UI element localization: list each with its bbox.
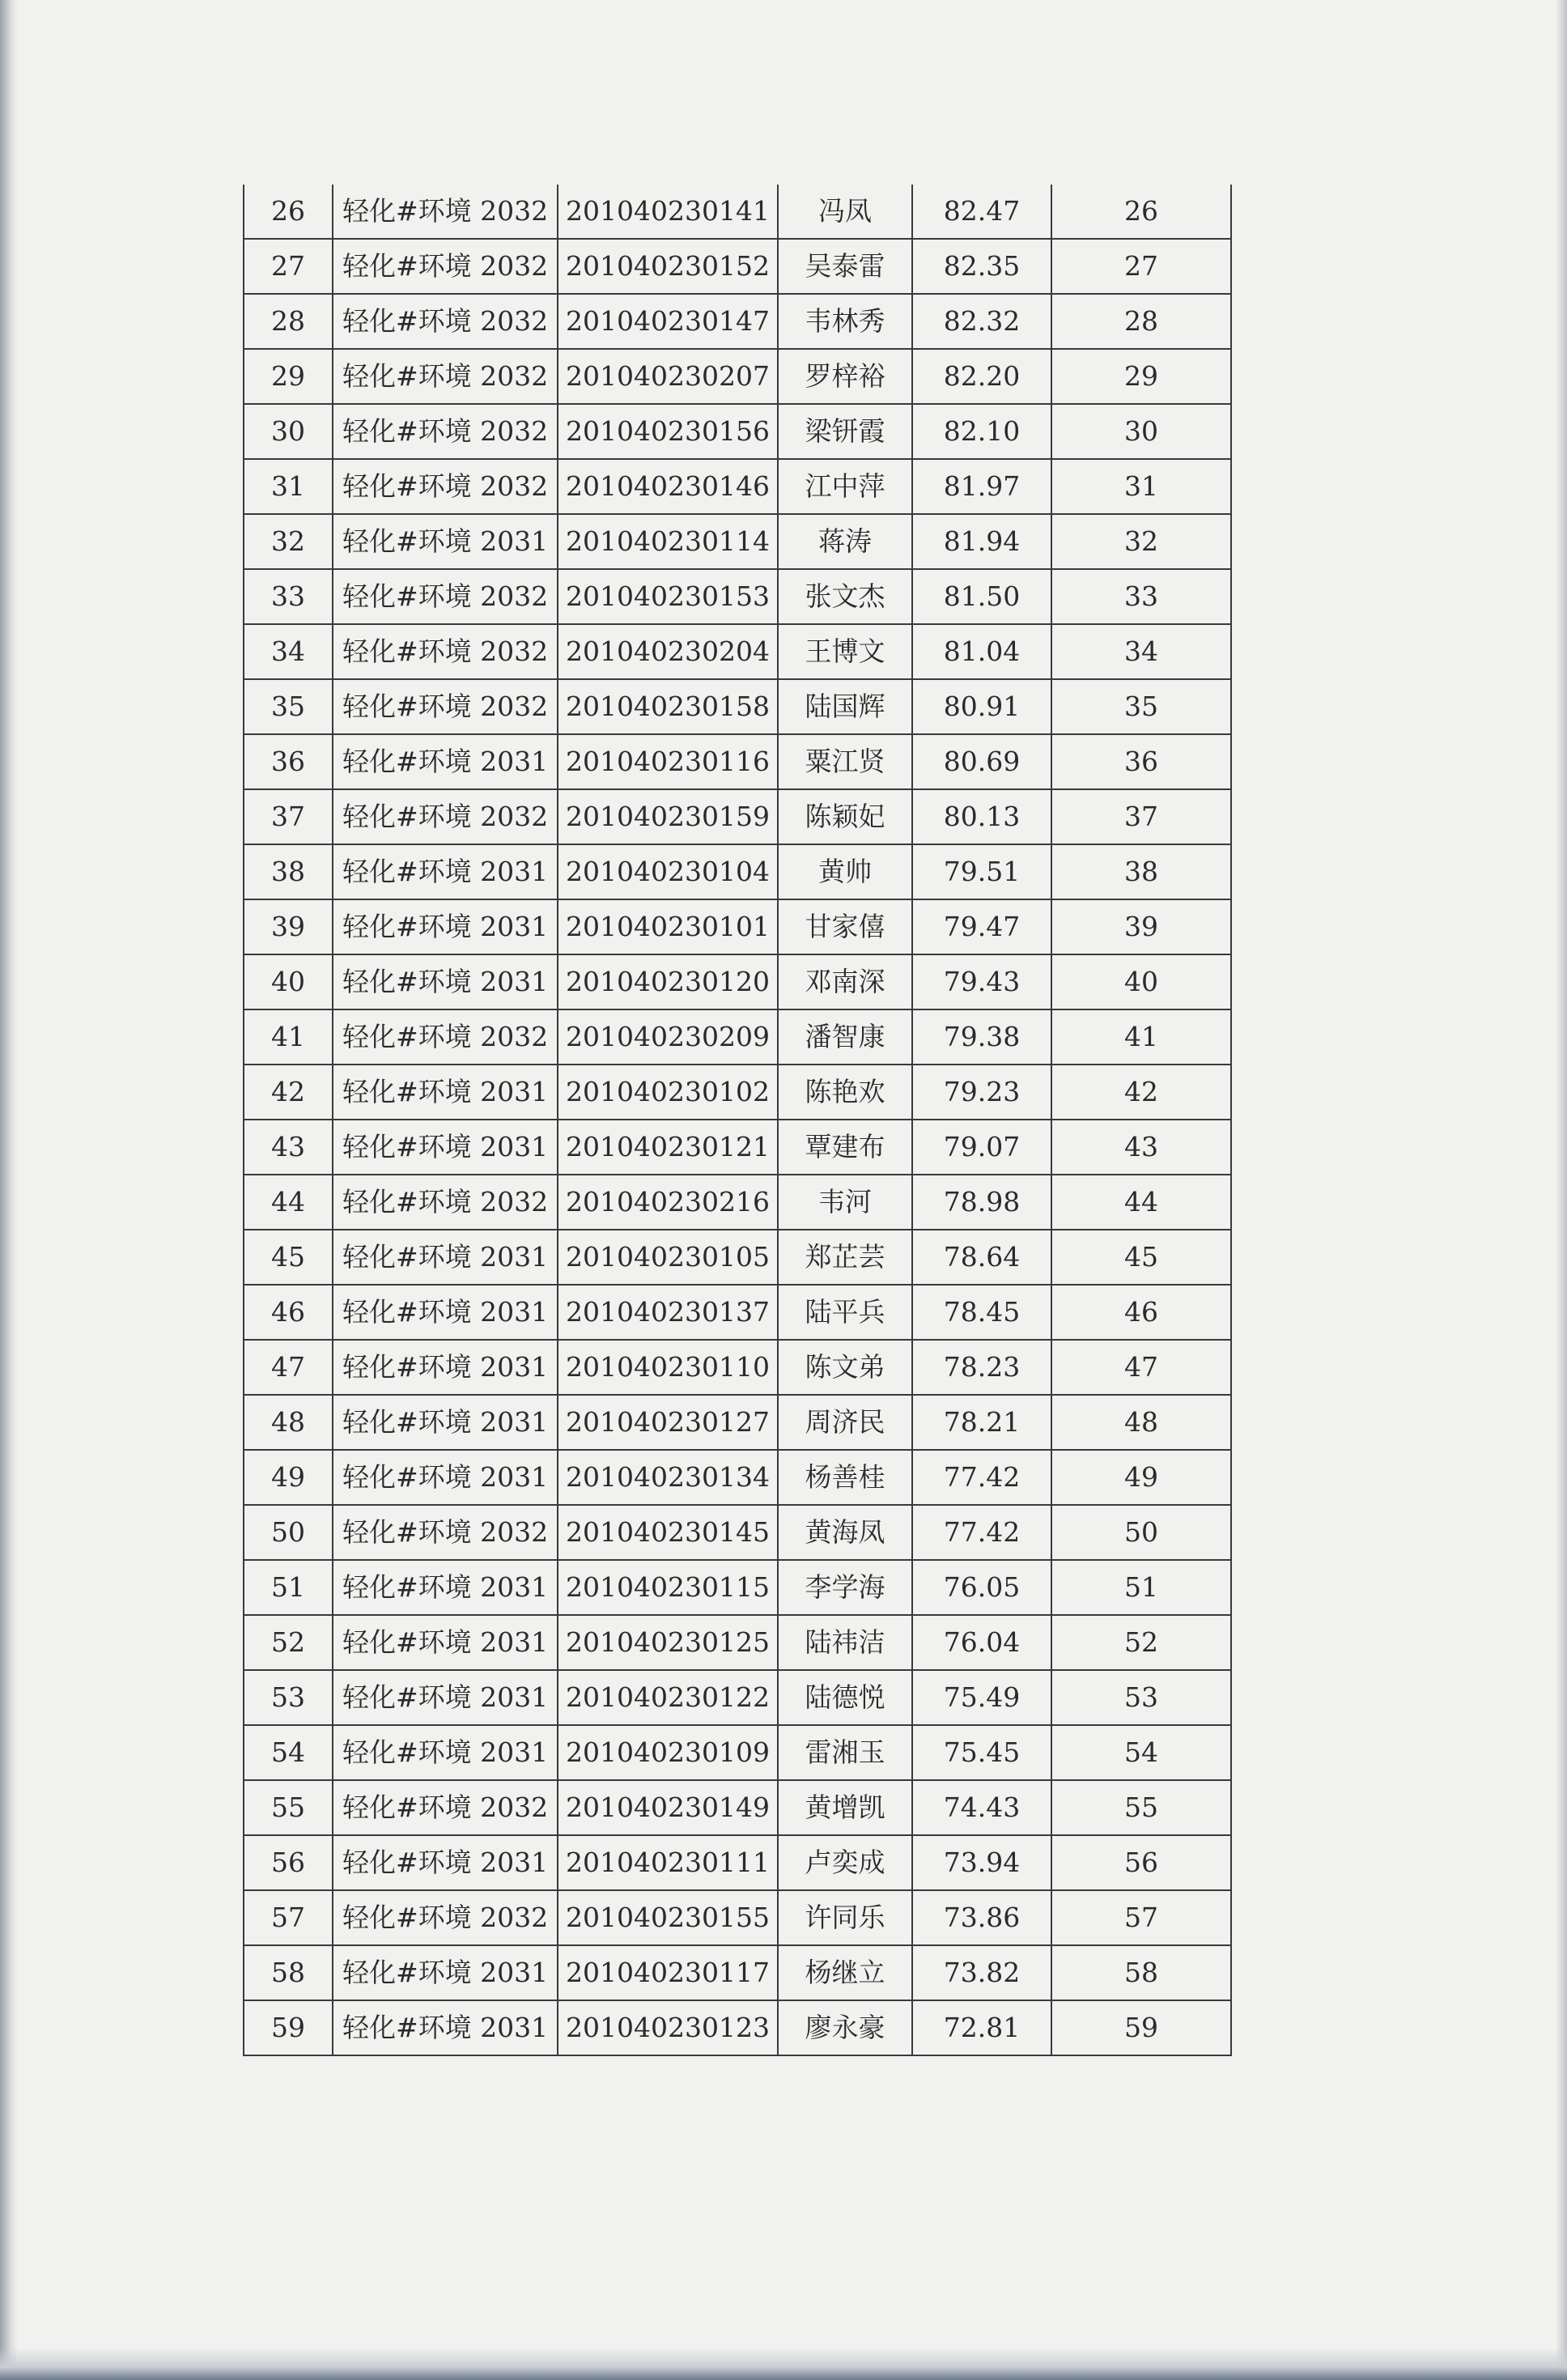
table-row: [244, 1725, 1231, 1780]
row-number-cell: 27: [244, 239, 333, 294]
class-cell: 轻化#环境 2032: [333, 679, 558, 734]
student-id-cell: 201040230115: [558, 1560, 778, 1615]
rank-cell: 59: [1051, 2000, 1231, 2055]
class-cell: 轻化#环境 2031: [333, 1725, 558, 1780]
class-cell: 轻化#环境 2031: [333, 1835, 558, 1890]
student-name-cell: 黄帅: [778, 844, 912, 899]
table-row: [244, 1890, 1231, 1945]
row-number-cell: 31: [244, 459, 333, 514]
student-id-cell: 201040230209: [558, 1009, 778, 1065]
student-name-cell: 许同乐: [778, 1890, 912, 1945]
student-name-cell: 黄海凤: [778, 1505, 912, 1560]
student-name-cell: 陆祎洁: [778, 1615, 912, 1670]
student-id-cell: 201040230122: [558, 1670, 778, 1725]
student-name-cell: 陈颖妃: [778, 789, 912, 844]
student-name-cell: 郑芷芸: [778, 1230, 912, 1285]
student-id-cell: 201040230105: [558, 1230, 778, 1285]
student-name-cell: 覃建布: [778, 1120, 912, 1175]
class-cell: 轻化#环境 2031: [333, 1120, 558, 1175]
student-name-cell: 冯凤: [778, 185, 912, 239]
student-name-cell: 陈文弟: [778, 1340, 912, 1395]
score-cell: 78.98: [912, 1175, 1051, 1230]
table-row: [244, 899, 1231, 954]
row-number-cell: 55: [244, 1780, 333, 1835]
rank-cell: 27: [1051, 239, 1231, 294]
rank-cell: 55: [1051, 1780, 1231, 1835]
student-name-cell: 张文杰: [778, 569, 912, 624]
row-number-cell: 39: [244, 899, 333, 954]
table-row: [244, 459, 1231, 514]
score-cell: 81.94: [912, 514, 1051, 569]
table-row: [244, 514, 1231, 569]
student-name-cell: 雷湘玉: [778, 1725, 912, 1780]
ranking-table-body: [244, 185, 1231, 2055]
student-name-cell: 韦林秀: [778, 294, 912, 349]
rank-cell: 46: [1051, 1285, 1231, 1340]
score-cell: 79.43: [912, 954, 1051, 1009]
table-row: [244, 1505, 1231, 1560]
score-cell: 75.45: [912, 1725, 1051, 1780]
student-id-cell: 201040230110: [558, 1340, 778, 1395]
class-cell: 轻化#环境 2032: [333, 404, 558, 459]
student-id-cell: 201040230101: [558, 899, 778, 954]
class-cell: 轻化#环境 2031: [333, 1285, 558, 1340]
class-cell: 轻化#环境 2032: [333, 1505, 558, 1560]
score-cell: 80.91: [912, 679, 1051, 734]
score-cell: 82.10: [912, 404, 1051, 459]
score-cell: 76.04: [912, 1615, 1051, 1670]
class-cell: 轻化#环境 2032: [333, 624, 558, 679]
rank-cell: 41: [1051, 1009, 1231, 1065]
score-cell: 78.45: [912, 1285, 1051, 1340]
student-name-cell: 杨善桂: [778, 1450, 912, 1505]
row-number-cell: 49: [244, 1450, 333, 1505]
row-number-cell: 52: [244, 1615, 333, 1670]
score-cell: 79.07: [912, 1120, 1051, 1175]
student-name-cell: 罗梓裕: [778, 349, 912, 404]
student-id-cell: 201040230111: [558, 1835, 778, 1890]
student-id-cell: 201040230120: [558, 954, 778, 1009]
score-cell: 77.42: [912, 1450, 1051, 1505]
rank-cell: 56: [1051, 1835, 1231, 1890]
student-name-cell: 梁钘霞: [778, 404, 912, 459]
score-cell: 81.97: [912, 459, 1051, 514]
score-cell: 82.47: [912, 185, 1051, 239]
student-id-cell: 201040230127: [558, 1395, 778, 1450]
table-row: [244, 789, 1231, 844]
class-cell: 轻化#环境 2031: [333, 1230, 558, 1285]
rank-cell: 44: [1051, 1175, 1231, 1230]
student-id-cell: 201040230159: [558, 789, 778, 844]
rank-cell: 43: [1051, 1120, 1231, 1175]
score-cell: 80.13: [912, 789, 1051, 844]
row-number-cell: 30: [244, 404, 333, 459]
score-cell: 81.50: [912, 569, 1051, 624]
class-cell: 轻化#环境 2031: [333, 844, 558, 899]
score-cell: 73.82: [912, 1945, 1051, 2000]
table-row: [244, 2000, 1231, 2055]
student-id-cell: 201040230147: [558, 294, 778, 349]
rank-cell: 54: [1051, 1725, 1231, 1780]
row-number-cell: 37: [244, 789, 333, 844]
student-name-cell: 潘智康: [778, 1009, 912, 1065]
rank-cell: 52: [1051, 1615, 1231, 1670]
student-name-cell: 蒋涛: [778, 514, 912, 569]
rank-cell: 47: [1051, 1340, 1231, 1395]
rank-cell: 58: [1051, 1945, 1231, 2000]
rank-cell: 30: [1051, 404, 1231, 459]
score-cell: 81.04: [912, 624, 1051, 679]
table-row: [244, 1670, 1231, 1725]
table-row: [244, 1340, 1231, 1395]
class-cell: 轻化#环境 2032: [333, 789, 558, 844]
rank-cell: 29: [1051, 349, 1231, 404]
table-row: [244, 1120, 1231, 1175]
table-row: [244, 1395, 1231, 1450]
student-name-cell: 廖永豪: [778, 2000, 912, 2055]
rank-cell: 42: [1051, 1065, 1231, 1120]
student-name-cell: 李学海: [778, 1560, 912, 1615]
score-cell: 82.32: [912, 294, 1051, 349]
row-number-cell: 44: [244, 1175, 333, 1230]
rank-cell: 26: [1051, 185, 1231, 239]
table-row: [244, 569, 1231, 624]
class-cell: 轻化#环境 2032: [333, 294, 558, 349]
rank-cell: 40: [1051, 954, 1231, 1009]
student-id-cell: 201040230121: [558, 1120, 778, 1175]
student-id-cell: 201040230137: [558, 1285, 778, 1340]
student-name-cell: 陆平兵: [778, 1285, 912, 1340]
score-cell: 82.35: [912, 239, 1051, 294]
student-name-cell: 陆德悦: [778, 1670, 912, 1725]
rank-cell: 36: [1051, 734, 1231, 789]
class-cell: 轻化#环境 2032: [333, 459, 558, 514]
student-id-cell: 201040230155: [558, 1890, 778, 1945]
row-number-cell: 58: [244, 1945, 333, 2000]
rank-cell: 39: [1051, 899, 1231, 954]
table-row: [244, 954, 1231, 1009]
student-name-cell: 陆国辉: [778, 679, 912, 734]
rank-cell: 51: [1051, 1560, 1231, 1615]
row-number-cell: 33: [244, 569, 333, 624]
table-row: [244, 624, 1231, 679]
score-cell: 73.94: [912, 1835, 1051, 1890]
row-number-cell: 43: [244, 1120, 333, 1175]
class-cell: 轻化#环境 2031: [333, 1670, 558, 1725]
student-id-cell: 201040230146: [558, 459, 778, 514]
class-cell: 轻化#环境 2032: [333, 1175, 558, 1230]
student-name-cell: 韦河: [778, 1175, 912, 1230]
rank-cell: 45: [1051, 1230, 1231, 1285]
row-number-cell: 35: [244, 679, 333, 734]
table-row: [244, 349, 1231, 404]
class-cell: 轻化#环境 2031: [333, 1615, 558, 1670]
class-cell: 轻化#环境 2031: [333, 734, 558, 789]
class-cell: 轻化#环境 2031: [333, 1065, 558, 1120]
student-id-cell: 201040230141: [558, 185, 778, 239]
row-number-cell: 32: [244, 514, 333, 569]
row-number-cell: 46: [244, 1285, 333, 1340]
score-cell: 72.81: [912, 2000, 1051, 2055]
rank-cell: 53: [1051, 1670, 1231, 1725]
class-cell: 轻化#环境 2031: [333, 899, 558, 954]
student-id-cell: 201040230152: [558, 239, 778, 294]
class-cell: 轻化#环境 2031: [333, 1945, 558, 2000]
row-number-cell: 41: [244, 1009, 333, 1065]
class-cell: 轻化#环境 2031: [333, 1560, 558, 1615]
score-cell: 78.64: [912, 1230, 1051, 1285]
rank-cell: 34: [1051, 624, 1231, 679]
rank-cell: 57: [1051, 1890, 1231, 1945]
score-cell: 79.47: [912, 899, 1051, 954]
score-cell: 75.49: [912, 1670, 1051, 1725]
score-cell: 78.21: [912, 1395, 1051, 1450]
table-row: [244, 1450, 1231, 1505]
student-name-cell: 江中萍: [778, 459, 912, 514]
class-cell: 轻化#环境 2032: [333, 185, 558, 239]
class-cell: 轻化#环境 2031: [333, 2000, 558, 2055]
table-row: [244, 1615, 1231, 1670]
rank-cell: 37: [1051, 789, 1231, 844]
row-number-cell: 40: [244, 954, 333, 1009]
student-id-cell: 201040230117: [558, 1945, 778, 2000]
student-name-cell: 杨继立: [778, 1945, 912, 2000]
score-cell: 79.23: [912, 1065, 1051, 1120]
class-cell: 轻化#环境 2031: [333, 514, 558, 569]
table-row: [244, 1285, 1231, 1340]
row-number-cell: 42: [244, 1065, 333, 1120]
score-cell: 82.20: [912, 349, 1051, 404]
student-id-cell: 201040230149: [558, 1780, 778, 1835]
table-row: [244, 679, 1231, 734]
score-cell: 77.42: [912, 1505, 1051, 1560]
rank-cell: 35: [1051, 679, 1231, 734]
table-row: [244, 1230, 1231, 1285]
table-row: [244, 185, 1231, 239]
class-cell: 轻化#环境 2032: [333, 569, 558, 624]
class-cell: 轻化#环境 2031: [333, 1450, 558, 1505]
row-number-cell: 59: [244, 2000, 333, 2055]
row-number-cell: 38: [244, 844, 333, 899]
student-id-cell: 201040230153: [558, 569, 778, 624]
score-cell: 76.05: [912, 1560, 1051, 1615]
score-cell: 79.51: [912, 844, 1051, 899]
class-cell: 轻化#环境 2032: [333, 1780, 558, 1835]
score-cell: 79.38: [912, 1009, 1051, 1065]
rank-cell: 28: [1051, 294, 1231, 349]
table-row: [244, 1009, 1231, 1065]
rank-cell: 31: [1051, 459, 1231, 514]
student-name-cell: 邓南深: [778, 954, 912, 1009]
table-row: [244, 239, 1231, 294]
student-id-cell: 201040230125: [558, 1615, 778, 1670]
class-cell: 轻化#环境 2032: [333, 1009, 558, 1065]
score-cell: 78.23: [912, 1340, 1051, 1395]
row-number-cell: 51: [244, 1560, 333, 1615]
row-number-cell: 45: [244, 1230, 333, 1285]
table-row: [244, 1560, 1231, 1615]
student-id-cell: 201040230204: [558, 624, 778, 679]
class-cell: 轻化#环境 2032: [333, 349, 558, 404]
row-number-cell: 48: [244, 1395, 333, 1450]
row-number-cell: 53: [244, 1670, 333, 1725]
ranking-table: [243, 185, 1232, 2056]
student-id-cell: 201040230134: [558, 1450, 778, 1505]
rank-cell: 49: [1051, 1450, 1231, 1505]
class-cell: 轻化#环境 2032: [333, 239, 558, 294]
student-id-cell: 201040230109: [558, 1725, 778, 1780]
student-name-cell: 黄增凯: [778, 1780, 912, 1835]
student-name-cell: 吴泰雷: [778, 239, 912, 294]
table-row: [244, 1835, 1231, 1890]
row-number-cell: 50: [244, 1505, 333, 1560]
table-row: [244, 1945, 1231, 2000]
class-cell: 轻化#环境 2031: [333, 954, 558, 1009]
student-id-cell: 201040230104: [558, 844, 778, 899]
table-row: [244, 844, 1231, 899]
row-number-cell: 56: [244, 1835, 333, 1890]
student-id-cell: 201040230216: [558, 1175, 778, 1230]
row-number-cell: 28: [244, 294, 333, 349]
row-number-cell: 29: [244, 349, 333, 404]
table-row: [244, 404, 1231, 459]
student-id-cell: 201040230123: [558, 2000, 778, 2055]
student-name-cell: 粟江贤: [778, 734, 912, 789]
class-cell: 轻化#环境 2031: [333, 1395, 558, 1450]
table-row: [244, 294, 1231, 349]
student-name-cell: 陈艳欢: [778, 1065, 912, 1120]
student-name-cell: 王博文: [778, 624, 912, 679]
row-number-cell: 54: [244, 1725, 333, 1780]
rank-cell: 50: [1051, 1505, 1231, 1560]
table-row: [244, 1780, 1231, 1835]
rank-cell: 32: [1051, 514, 1231, 569]
score-cell: 80.69: [912, 734, 1051, 789]
table-row: [244, 1065, 1231, 1120]
page-bottom-shadow: [0, 2348, 1567, 2380]
student-name-cell: 甘家僖: [778, 899, 912, 954]
row-number-cell: 34: [244, 624, 333, 679]
student-id-cell: 201040230102: [558, 1065, 778, 1120]
score-cell: 74.43: [912, 1780, 1051, 1835]
rank-cell: 48: [1051, 1395, 1231, 1450]
rank-cell: 38: [1051, 844, 1231, 899]
student-id-cell: 201040230116: [558, 734, 778, 789]
row-number-cell: 57: [244, 1890, 333, 1945]
student-name-cell: 卢奕成: [778, 1835, 912, 1890]
score-cell: 73.86: [912, 1890, 1051, 1945]
page-left-shadow: [0, 0, 18, 2380]
student-id-cell: 201040230114: [558, 514, 778, 569]
student-id-cell: 201040230158: [558, 679, 778, 734]
document-page: [243, 185, 1230, 2056]
page-right-edge: [1556, 0, 1567, 2380]
row-number-cell: 36: [244, 734, 333, 789]
student-id-cell: 201040230145: [558, 1505, 778, 1560]
row-number-cell: 26: [244, 185, 333, 239]
student-id-cell: 201040230207: [558, 349, 778, 404]
table-row: [244, 734, 1231, 789]
rank-cell: 33: [1051, 569, 1231, 624]
class-cell: 轻化#环境 2032: [333, 1890, 558, 1945]
student-id-cell: 201040230156: [558, 404, 778, 459]
table-row: [244, 1175, 1231, 1230]
row-number-cell: 47: [244, 1340, 333, 1395]
class-cell: 轻化#环境 2031: [333, 1340, 558, 1395]
student-name-cell: 周济民: [778, 1395, 912, 1450]
